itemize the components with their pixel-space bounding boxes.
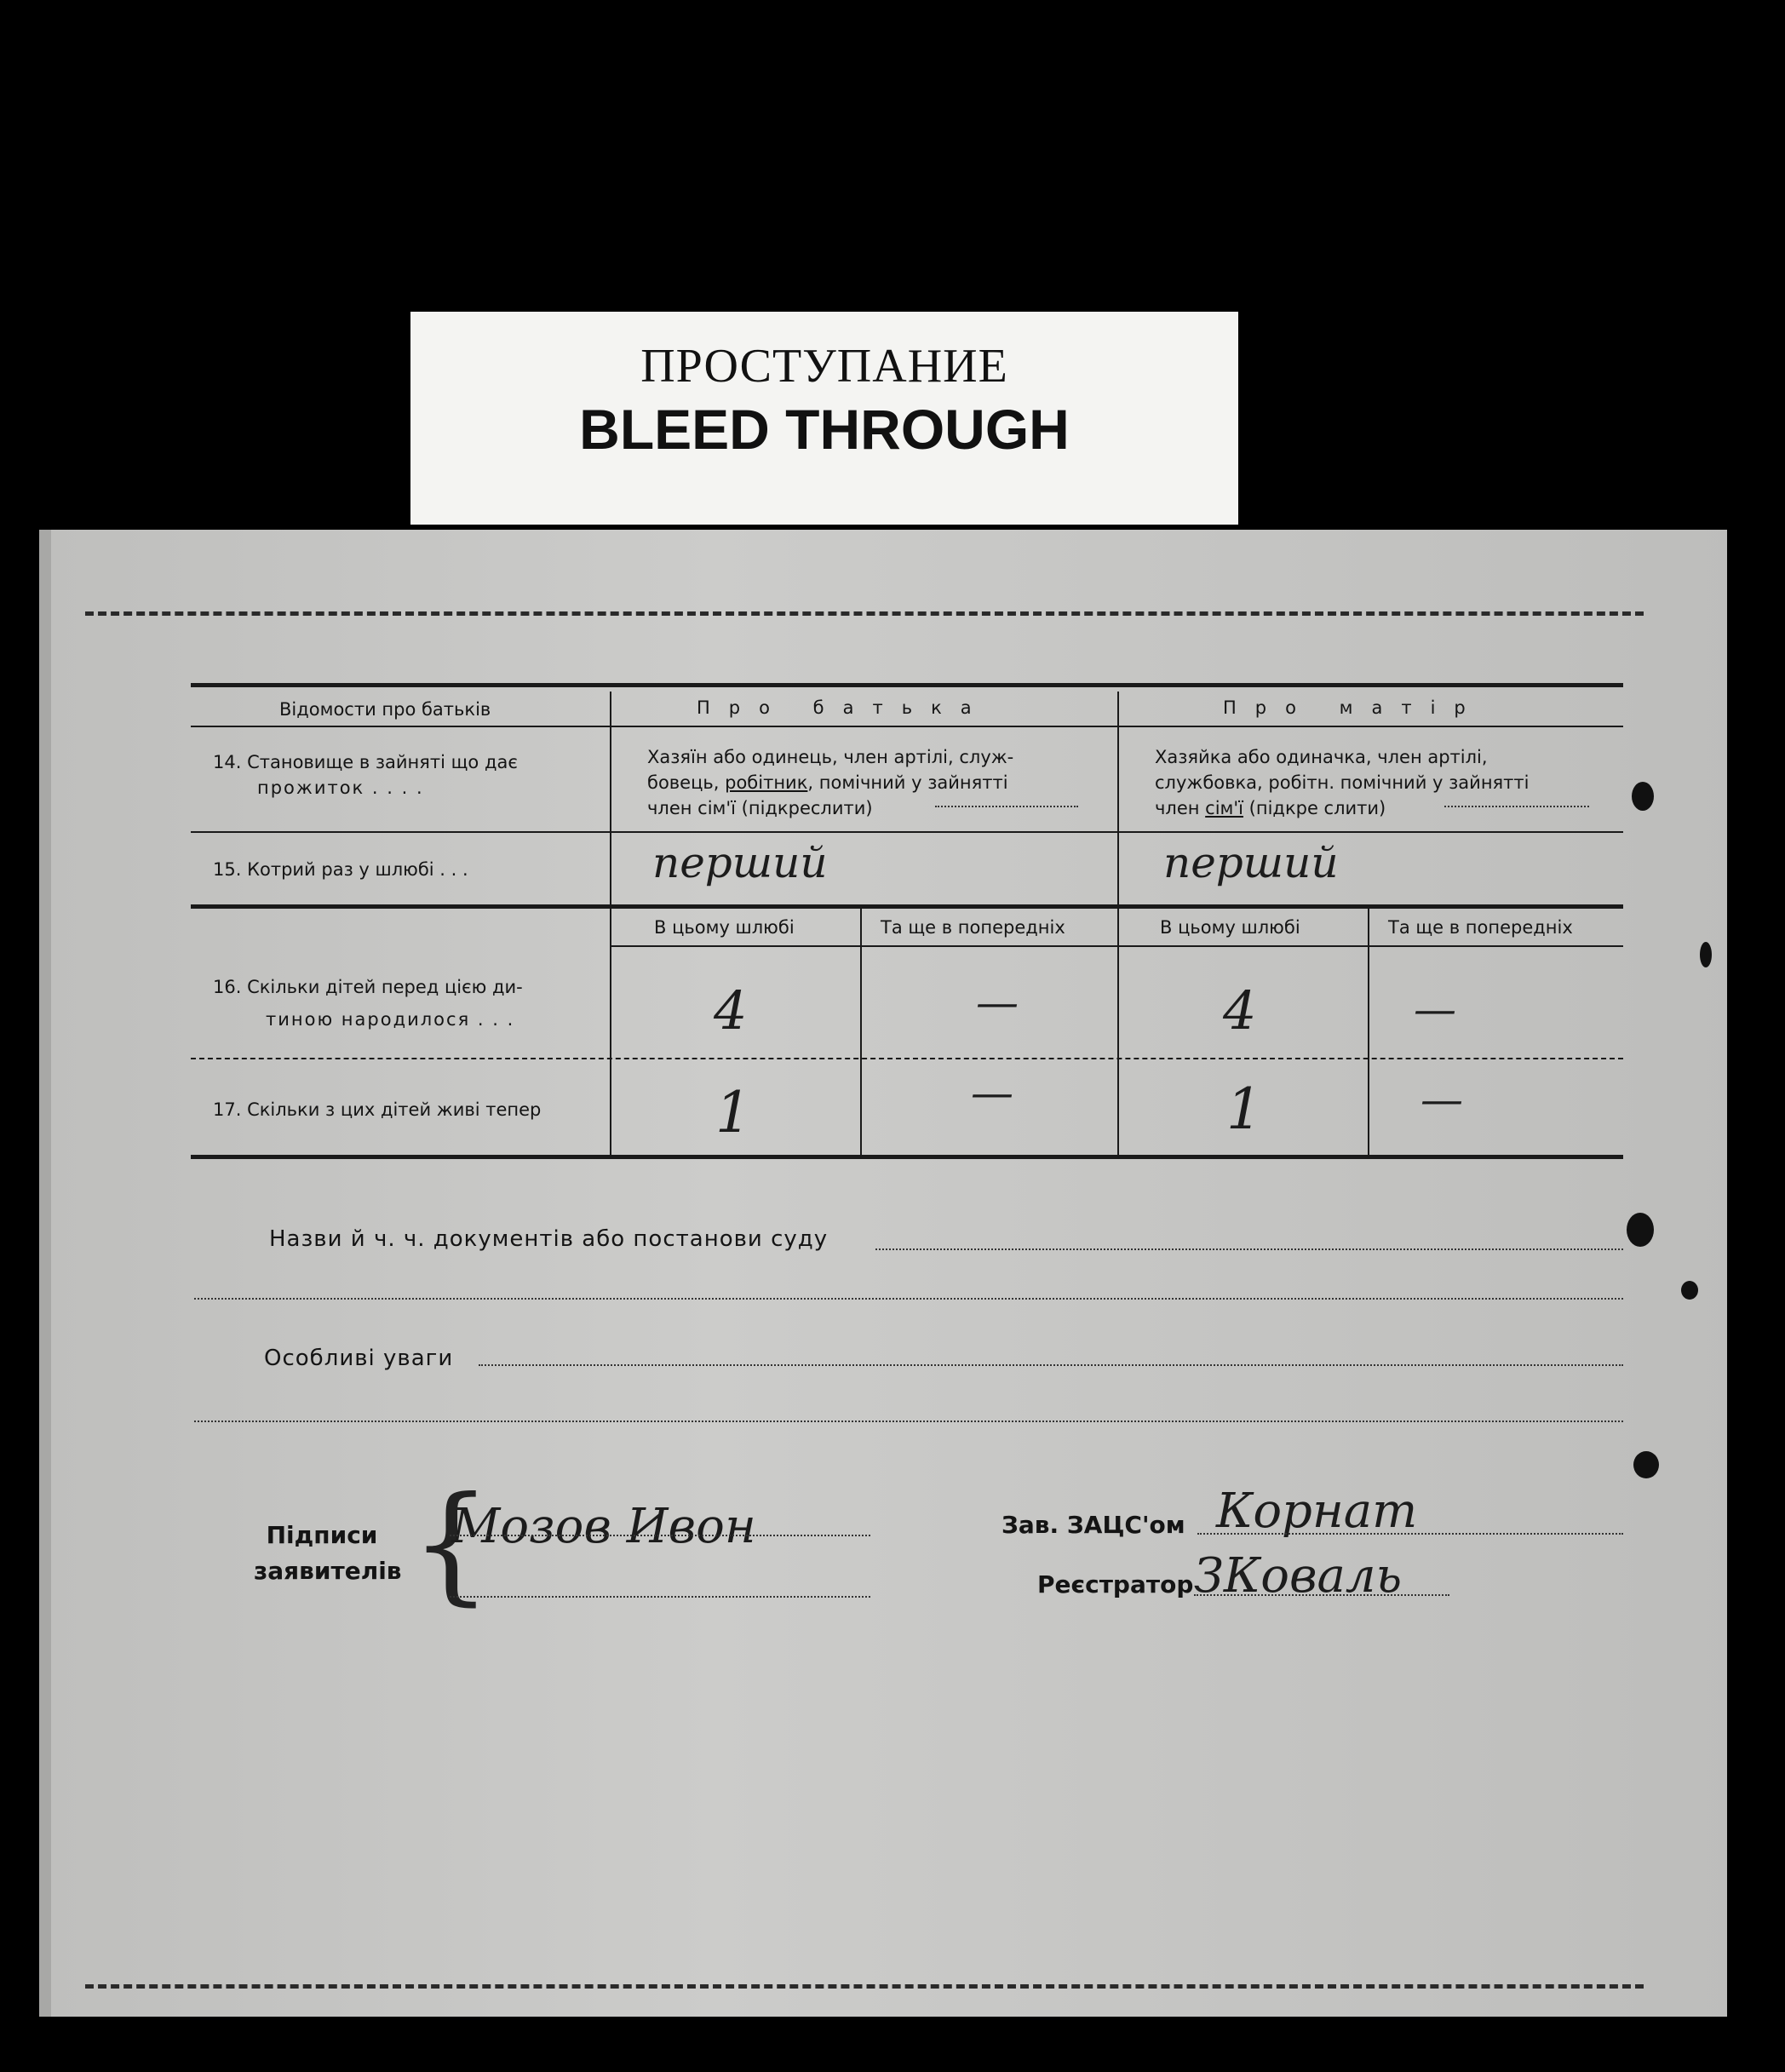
label-russian: ПРОСТУПАНИЕ: [640, 340, 1008, 393]
stain-mark: [1681, 1281, 1698, 1300]
registrar-signature: ЗКоваль: [1194, 1548, 1403, 1604]
row14-mother-line: Хазяйка або одиначка, член артілі,: [1155, 747, 1488, 767]
underlined-option: сім'ї: [1205, 798, 1243, 818]
subheader-this-marriage-mother: В цьому шлюбі: [1160, 917, 1300, 938]
row14-mother: [1155, 744, 1615, 821]
row14-father-line: Хазяїн або одинець, член артілі, служ-: [647, 747, 1014, 767]
archival-label-card: [410, 312, 1238, 525]
perforation-bottom: [85, 1984, 1644, 1989]
underlined-option: робітник: [725, 772, 808, 793]
row16-mother-this: 4: [1223, 979, 1257, 1042]
text-span: бовець,: [647, 772, 726, 793]
row16-father-previous: —: [976, 978, 1019, 1027]
row16-label: [213, 974, 601, 1032]
table-bottom-rule: [191, 1155, 1623, 1159]
documents-label: Назви й ч. ч. документів або постанови суду: [269, 1226, 829, 1252]
row14-label-line: прожиток . . . .: [257, 778, 424, 798]
row15-father-value: перший: [652, 838, 828, 887]
row14-label: [213, 749, 596, 801]
table-col-divider: [860, 906, 862, 1157]
text-span: , помічний у зайнятті: [807, 772, 1008, 793]
table-row16-rule: [191, 1058, 1623, 1059]
row15-mother-value: перший: [1163, 838, 1339, 887]
stain-mark: [1633, 1451, 1659, 1478]
header-father: Про батька: [697, 697, 990, 718]
remarks-dotline: [479, 1364, 1623, 1366]
documents-dotline: [875, 1248, 1623, 1250]
header-mother: Про матір: [1223, 697, 1484, 718]
row14-mother-line: [1155, 795, 1615, 821]
row14-mother-line: службовка, робітн. помічний у зайнятті: [1155, 772, 1530, 793]
registrar-label: Реєстратор: [1037, 1570, 1194, 1598]
head-sign-line: [1197, 1533, 1623, 1535]
row14-mother-dotline: [1444, 806, 1589, 807]
applicant-signature: Мозов Ивон: [451, 1499, 756, 1554]
registrar-sign-line: [1194, 1594, 1449, 1596]
stain-mark: [1627, 1213, 1654, 1247]
row14-father-dotline: [935, 806, 1078, 807]
table-col-divider: [1368, 906, 1369, 1157]
table-col-divider: [610, 692, 611, 1157]
documents-dotline-2: [194, 1298, 1623, 1300]
row17-label: 17. Скільки з цих дітей живі тепер: [213, 1099, 542, 1120]
applicants-label: [254, 1518, 402, 1589]
row16-label-line: тиною народилося . . .: [266, 1009, 515, 1030]
applicants-label-line: заявителів: [254, 1557, 402, 1585]
stain-mark: [1700, 942, 1712, 967]
header-info: Відомости про батьків: [279, 699, 491, 720]
label-english: BLEED THROUGH: [579, 398, 1070, 461]
applicants-label-line: Підписи: [266, 1521, 378, 1549]
applicant-sign-line-2: [450, 1596, 870, 1598]
head-signature: Корнат: [1216, 1484, 1418, 1539]
text-span: член: [1155, 798, 1206, 818]
head-label: Зав. ЗАЦС'ом: [1002, 1511, 1185, 1539]
subheader-this-marriage-father: В цьому шлюбі: [654, 917, 795, 938]
remarks-dotline-2: [194, 1421, 1623, 1422]
subheader-previous-father: Та ще в попередніх: [881, 917, 1065, 938]
row17-mother-previous: —: [1421, 1075, 1463, 1124]
stain-mark: [1632, 782, 1654, 811]
text-span: (підкре слити): [1243, 798, 1386, 818]
perforation-top: [85, 611, 1644, 616]
table-row14-rule: [191, 831, 1623, 833]
row16-father-this: 4: [714, 979, 748, 1042]
row17-mother-this: 1: [1226, 1076, 1262, 1142]
sheet-left-edge: [39, 530, 51, 2017]
row15-label: 15. Котрий раз у шлюбі . . .: [213, 859, 468, 880]
row16-mother-previous: —: [1414, 984, 1456, 1034]
applicants-brace: {: [410, 1470, 492, 1618]
table-row15-rule: [191, 904, 1623, 909]
table-header-rule: [191, 726, 1623, 727]
row16-label-line: 16. Скільки дітей перед цією ди-: [213, 977, 523, 997]
table-col-divider: [1117, 692, 1119, 1157]
row14-father-line: член сім'ї (підкреслити): [647, 798, 873, 818]
row14-father-line: [647, 770, 1107, 795]
table-top-rule: [191, 683, 1623, 687]
row17-father-previous: —: [971, 1068, 1013, 1117]
subheader-previous-mother: Та ще в попередніх: [1388, 917, 1573, 938]
row14-father: [647, 744, 1107, 821]
applicant-sign-line: [450, 1535, 870, 1536]
row17-father-this: 1: [715, 1080, 751, 1145]
row14-label-line: 14. Становище в зайняті що дає: [213, 752, 518, 772]
remarks-label: Особливі уваги: [264, 1346, 454, 1371]
